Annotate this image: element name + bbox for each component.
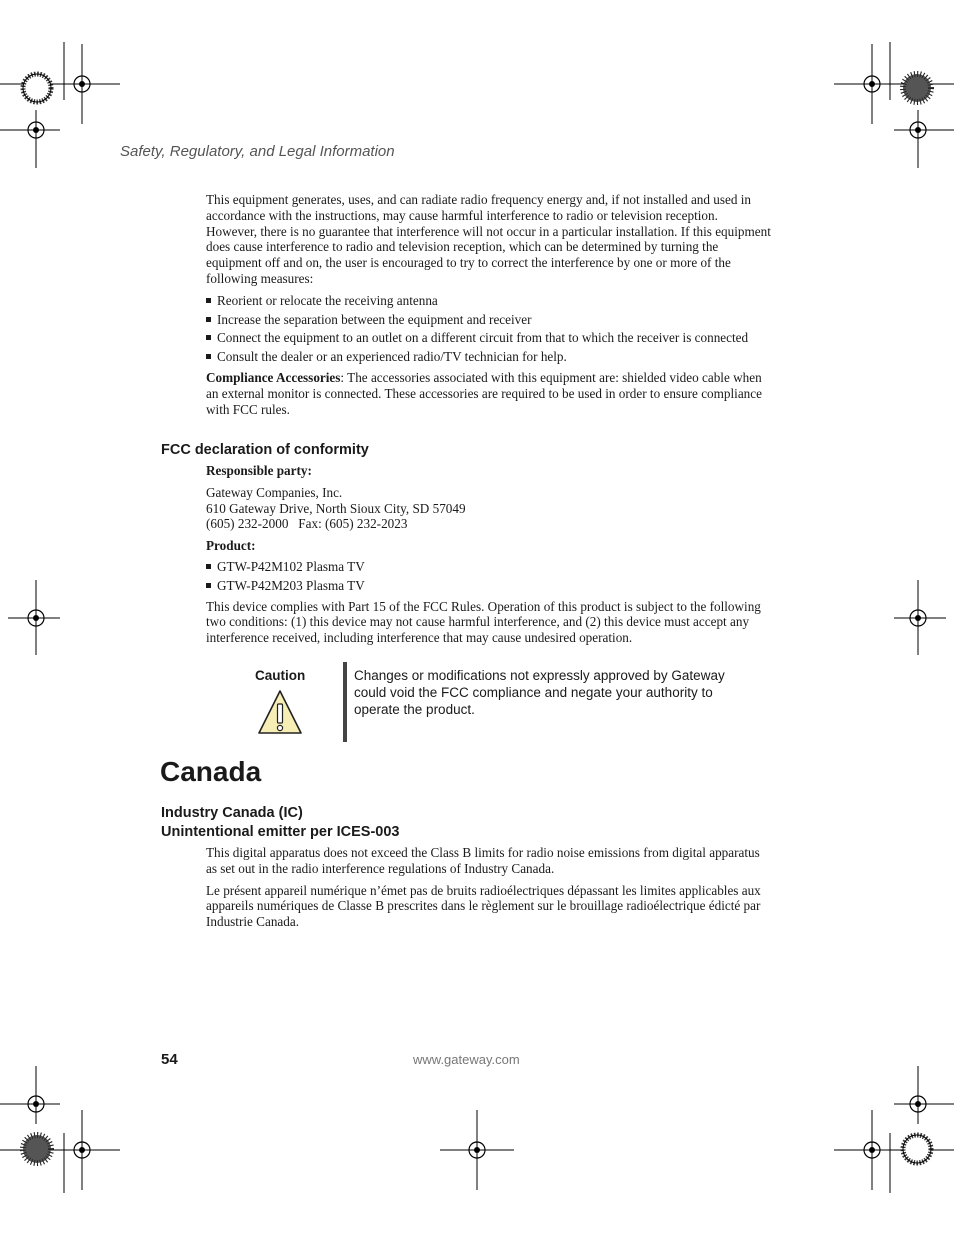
canada-french-paragraph: Le présent appareil numérique n’émet pas de bruits radioélectriques dépassant les limites applicables aux appareils numériques de Classe B prescrites dans le règlement sur le brouillage radioélectrique édicté par Industrie Canada.	[206, 882, 761, 930]
canada-section	[206, 845, 772, 930]
fcc-declaration-heading: FCC declaration of conformity	[161, 442, 369, 458]
caution-label: Caution	[255, 668, 306, 683]
list-item: Connect the equipment to an outlet on a different circuit from that to which the receiver is connected	[206, 330, 772, 346]
product-label: Product:	[206, 538, 256, 554]
page-number: 54	[161, 1051, 178, 1068]
footer-url: www.gateway.com	[413, 1052, 520, 1067]
company-address: 610 Gateway Drive, North Sioux City, SD 57049	[206, 500, 466, 516]
responsible-party-label: Responsible party:	[206, 463, 312, 478]
canada-english-paragraph: This digital apparatus does not exceed the Class B limits for radio noise emissions from digital apparatus as set out in the radio interference regulations of Industry Canada.	[206, 845, 760, 876]
caution-text: Changes or modifications not expressly approved by Gateway could void the FCC compliance and negate your authority to operate the product.	[354, 668, 725, 717]
measures-list	[206, 293, 772, 365]
intro-paragraph: This equipment generates, uses, and can radiate radio frequency energy and, if not installed and used in accordance with the instructions, may cause harmful interference to radio or television reception. However, there is no guarantee that interference will not occur in a particular installation. If this equipment does cause interference to radio and television reception, which can be determined by turning the equipment off and on, the user is encouraged to try to correct the interference by one or more of the following measures:	[206, 192, 771, 286]
warning-triangle-icon	[257, 689, 303, 735]
canada-heading: Canada	[160, 756, 262, 787]
compliance-accessories-text: : The accessories associated with this equipment are: shielded video cable when an external monitor is connected. These accessories are required to be used in order to ensure compliance with FCC rules.	[206, 369, 762, 417]
industry-canada-heading: Industry Canada (IC)	[161, 805, 303, 821]
fcc-compliance-statement: This device complies with Part 15 of the FCC Rules. Operation of this product is subject to the following two conditions: (1) this device may not cause harmful interference, and (2) this device must accept any interference received, including interference that may cause undesired operation.	[206, 598, 761, 646]
ices-heading: Unintentional emitter per ICES-003	[161, 824, 400, 840]
list-item: Increase the separation between the equipment and receiver	[206, 312, 772, 328]
compliance-accessories-label: Compliance Accessories	[206, 369, 341, 385]
company-phone-fax: (605) 232-2000 Fax: (605) 232-2023	[206, 516, 408, 532]
list-item: GTW-P42M102 Plasma TV	[206, 559, 772, 575]
list-item: Consult the dealer or an experienced radio/TV technician for help.	[206, 349, 772, 365]
compliance-accessories-paragraph	[206, 370, 772, 417]
fcc-section	[206, 463, 772, 646]
list-item: GTW-P42M203 Plasma TV	[206, 578, 772, 594]
caution-divider	[343, 662, 347, 742]
list-item: Reorient or relocate the receiving antenna	[206, 293, 772, 309]
company-name: Gateway Companies, Inc.	[206, 484, 343, 500]
intro-section	[206, 192, 772, 417]
responsible-party-address	[206, 485, 772, 532]
running-head: Safety, Regulatory, and Legal Information	[120, 143, 395, 160]
product-list	[206, 559, 772, 594]
